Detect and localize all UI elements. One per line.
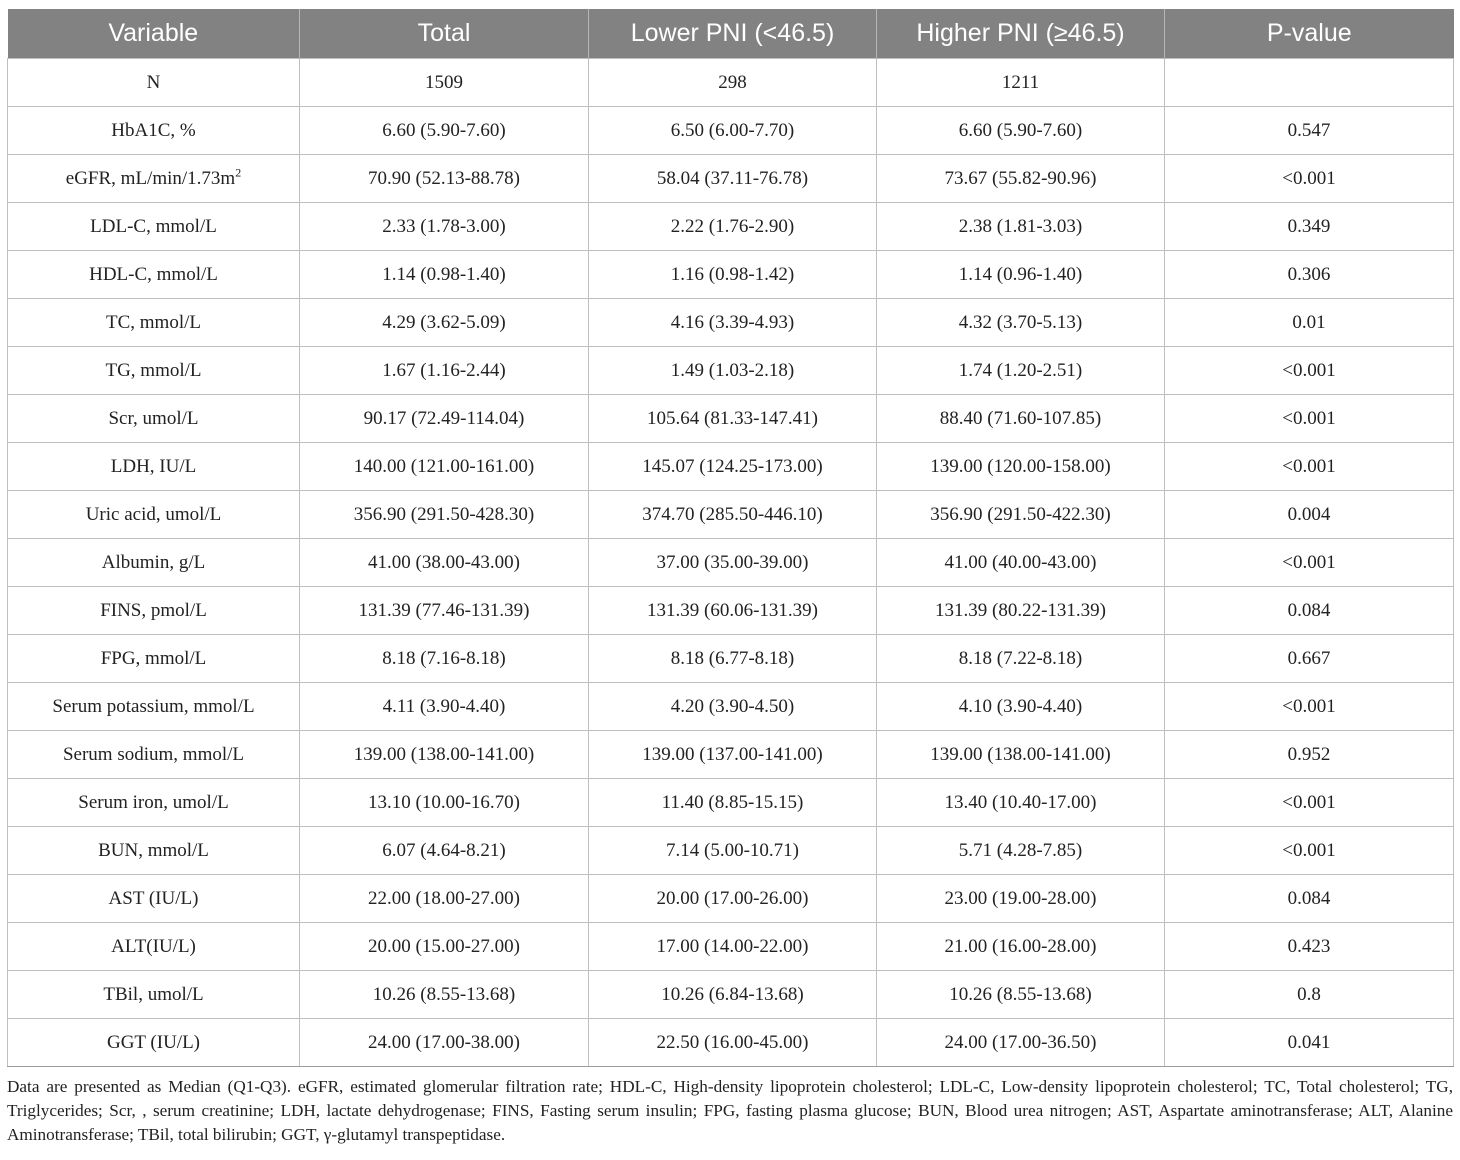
cell-higher-pni: 6.60 (5.90-7.60): [877, 107, 1165, 155]
cell-variable: TC, mmol/L: [8, 299, 300, 347]
cell-higher-pni: 10.26 (8.55-13.68): [877, 971, 1165, 1019]
cell-total: 24.00 (17.00-38.00): [300, 1019, 589, 1067]
cell-p-value: 0.8: [1165, 971, 1454, 1019]
table-row: [8, 491, 1454, 539]
cell-p-value: 0.041: [1165, 1019, 1454, 1067]
cell-p-value: <0.001: [1165, 395, 1454, 443]
cell-lower-pni: 6.50 (6.00-7.70): [589, 107, 877, 155]
table-row: [8, 1019, 1454, 1067]
cell-variable: LDH, IU/L: [8, 443, 300, 491]
cell-lower-pni: 7.14 (5.00-10.71): [589, 827, 877, 875]
table-row: [8, 683, 1454, 731]
table-footnote: Data are presented as Median (Q1-Q3). eGFR, estimated glomerular filtration rate; HDL-C, High-density lipoprotein cholesterol; LDL-C, Low-density lipoprotein cholesterol; TC, Total cholesterol; TG, Triglycerides; Scr, , serum creatinine; LDH, lactate dehydrogenase; FINS, Fasting serum insulin; FPG, fasting plasma glucose; BUN, Blood urea nitrogen; AST, Aspartate aminotransferase; ALT, Alanine Aminotransferase; TBil, total bilirubin; GGT, γ-glutamyl transpeptidase.: [7, 1077, 1453, 1144]
cell-higher-pni: 8.18 (7.22-8.18): [877, 635, 1165, 683]
cell-lower-pni: 22.50 (16.00-45.00): [589, 1019, 877, 1067]
cell-variable: BUN, mmol/L: [8, 827, 300, 875]
cell-total: 20.00 (15.00-27.00): [300, 923, 589, 971]
table-row: [8, 395, 1454, 443]
variable-label: eGFR, mL/min/1.73m: [65, 167, 236, 189]
cell-variable: FINS, pmol/L: [8, 587, 300, 635]
cell-variable: Serum sodium, mmol/L: [8, 731, 300, 779]
cell-p-value: <0.001: [1165, 347, 1454, 395]
cell-higher-pni: 24.00 (17.00-36.50): [877, 1019, 1165, 1067]
table-row: [8, 347, 1454, 395]
table-row: [8, 779, 1454, 827]
cell-variable: LDL-C, mmol/L: [8, 203, 300, 251]
table-row: [8, 251, 1454, 299]
cell-p-value: 0.667: [1165, 635, 1454, 683]
cell-higher-pni: 5.71 (4.28-7.85): [877, 827, 1165, 875]
table-row: [8, 443, 1454, 491]
cell-total: 90.17 (72.49-114.04): [300, 395, 589, 443]
cell-lower-pni: 139.00 (137.00-141.00): [589, 731, 877, 779]
cell-total: 70.90 (52.13-88.78): [300, 155, 589, 203]
cell-total: 10.26 (8.55-13.68): [300, 971, 589, 1019]
table-row: [8, 59, 1454, 107]
cell-higher-pni: 1.14 (0.96-1.40): [877, 251, 1165, 299]
cell-higher-pni: 4.32 (3.70-5.13): [877, 299, 1165, 347]
cell-variable: TG, mmol/L: [8, 347, 300, 395]
cell-variable: AST (IU/L): [8, 875, 300, 923]
cell-lower-pni: 374.70 (285.50-446.10): [589, 491, 877, 539]
cell-p-value: <0.001: [1165, 539, 1454, 587]
cell-p-value: <0.001: [1165, 683, 1454, 731]
cell-variable: Scr, umol/L: [8, 395, 300, 443]
cell-higher-pni: 4.10 (3.90-4.40): [877, 683, 1165, 731]
cell-total: 356.90 (291.50-428.30): [300, 491, 589, 539]
cell-total: 1509: [300, 59, 589, 107]
header-p-value: P-value: [1165, 9, 1454, 59]
cell-lower-pni: 11.40 (8.85-15.15): [589, 779, 877, 827]
cell-higher-pni: 139.00 (138.00-141.00): [877, 731, 1165, 779]
cell-higher-pni: 13.40 (10.40-17.00): [877, 779, 1165, 827]
cell-variable: N: [8, 59, 300, 107]
table-row: [8, 827, 1454, 875]
cell-lower-pni: 145.07 (124.25-173.00): [589, 443, 877, 491]
superscript: 2: [235, 165, 242, 180]
cell-p-value: [1165, 59, 1454, 107]
cell-lower-pni: 1.16 (0.98-1.42): [589, 251, 877, 299]
cell-higher-pni: 131.39 (80.22-131.39): [877, 587, 1165, 635]
cell-lower-pni: 298: [589, 59, 877, 107]
document-page: [7, 9, 1453, 1147]
table-row: [8, 635, 1454, 683]
cell-p-value: 0.423: [1165, 923, 1454, 971]
table-row: [8, 875, 1454, 923]
cell-p-value: 0.01: [1165, 299, 1454, 347]
table-row: [8, 587, 1454, 635]
cell-total: 6.07 (4.64-8.21): [300, 827, 589, 875]
cell-variable: Serum potassium, mmol/L: [8, 683, 300, 731]
cell-variable: TBil, umol/L: [8, 971, 300, 1019]
table-header: [8, 9, 1454, 59]
cell-lower-pni: 20.00 (17.00-26.00): [589, 875, 877, 923]
cell-higher-pni: 1.74 (1.20-2.51): [877, 347, 1165, 395]
cell-higher-pni: 1211: [877, 59, 1165, 107]
cell-variable: GGT (IU/L): [8, 1019, 300, 1067]
cell-lower-pni: 58.04 (37.11-76.78): [589, 155, 877, 203]
cell-p-value: 0.952: [1165, 731, 1454, 779]
cell-total: 131.39 (77.46-131.39): [300, 587, 589, 635]
cell-total: 140.00 (121.00-161.00): [300, 443, 589, 491]
cell-lower-pni: 8.18 (6.77-8.18): [589, 635, 877, 683]
cell-variable: FPG, mmol/L: [8, 635, 300, 683]
cell-total: 1.14 (0.98-1.40): [300, 251, 589, 299]
cell-variable: HDL-C, mmol/L: [8, 251, 300, 299]
cell-higher-pni: 2.38 (1.81-3.03): [877, 203, 1165, 251]
cell-total: 139.00 (138.00-141.00): [300, 731, 589, 779]
header-row: [8, 9, 1454, 59]
cell-p-value: 0.004: [1165, 491, 1454, 539]
table-row: [8, 299, 1454, 347]
cell-higher-pni: 23.00 (19.00-28.00): [877, 875, 1165, 923]
table-row: [8, 731, 1454, 779]
cell-higher-pni: 41.00 (40.00-43.00): [877, 539, 1165, 587]
table-row: [8, 107, 1454, 155]
cell-p-value: <0.001: [1165, 443, 1454, 491]
cell-higher-pni: 139.00 (120.00-158.00): [877, 443, 1165, 491]
cell-variable: ALT(IU/L): [8, 923, 300, 971]
cell-lower-pni: 4.20 (3.90-4.50): [589, 683, 877, 731]
table-row: [8, 923, 1454, 971]
cell-p-value: 0.084: [1165, 875, 1454, 923]
table-row: [8, 539, 1454, 587]
cell-total: 4.11 (3.90-4.40): [300, 683, 589, 731]
cell-p-value: <0.001: [1165, 155, 1454, 203]
table-row: [8, 155, 1454, 203]
cell-lower-pni: 37.00 (35.00-39.00): [589, 539, 877, 587]
cell-lower-pni: 131.39 (60.06-131.39): [589, 587, 877, 635]
cell-p-value: <0.001: [1165, 779, 1454, 827]
data-table: [7, 9, 1454, 1067]
cell-p-value: 0.084: [1165, 587, 1454, 635]
cell-lower-pni: 2.22 (1.76-2.90): [589, 203, 877, 251]
cell-higher-pni: 73.67 (55.82-90.96): [877, 155, 1165, 203]
cell-lower-pni: 4.16 (3.39-4.93): [589, 299, 877, 347]
cell-higher-pni: 21.00 (16.00-28.00): [877, 923, 1165, 971]
cell-p-value: <0.001: [1165, 827, 1454, 875]
cell-total: 41.00 (38.00-43.00): [300, 539, 589, 587]
cell-variable: Uric acid, umol/L: [8, 491, 300, 539]
cell-variable: HbA1C, %: [8, 107, 300, 155]
cell-total: 4.29 (3.62-5.09): [300, 299, 589, 347]
header-total: Total: [300, 9, 589, 59]
cell-total: 8.18 (7.16-8.18): [300, 635, 589, 683]
cell-higher-pni: 356.90 (291.50-422.30): [877, 491, 1165, 539]
cell-p-value: 0.349: [1165, 203, 1454, 251]
header-variable: Variable: [8, 9, 300, 59]
cell-lower-pni: 105.64 (81.33-147.41): [589, 395, 877, 443]
cell-total: 1.67 (1.16-2.44): [300, 347, 589, 395]
cell-lower-pni: 10.26 (6.84-13.68): [589, 971, 877, 1019]
table-row: [8, 203, 1454, 251]
cell-variable: Serum iron, umol/L: [8, 779, 300, 827]
header-higher-pni: Higher PNI (≥46.5): [877, 9, 1165, 59]
table-body: [8, 59, 1454, 1067]
cell-total: 13.10 (10.00-16.70): [300, 779, 589, 827]
cell-p-value: 0.547: [1165, 107, 1454, 155]
cell-higher-pni: 88.40 (71.60-107.85): [877, 395, 1165, 443]
cell-total: 22.00 (18.00-27.00): [300, 875, 589, 923]
header-lower-pni: Lower PNI (<46.5): [589, 9, 877, 59]
cell-total: 2.33 (1.78-3.00): [300, 203, 589, 251]
cell-p-value: 0.306: [1165, 251, 1454, 299]
cell-total: 6.60 (5.90-7.60): [300, 107, 589, 155]
cell-variable: Albumin, g/L: [8, 539, 300, 587]
cell-lower-pni: 1.49 (1.03-2.18): [589, 347, 877, 395]
cell-lower-pni: 17.00 (14.00-22.00): [589, 923, 877, 971]
cell-variable: [8, 155, 300, 203]
table-row: [8, 971, 1454, 1019]
